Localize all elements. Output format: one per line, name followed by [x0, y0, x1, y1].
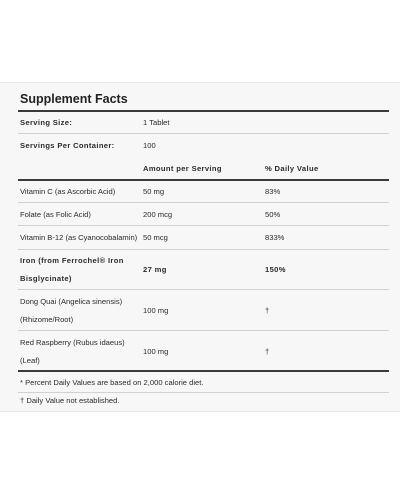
- daily-value-header: % Daily Value: [265, 164, 319, 173]
- nutrient-name-continued: (Leaf): [20, 356, 40, 365]
- title-rule: [18, 110, 389, 112]
- nutrient-amount: 200 mcg: [143, 210, 173, 219]
- nutrient-name: Dong Quai (Angelica sinensis): [20, 297, 123, 306]
- supplement-facts-panel: [0, 82, 400, 412]
- serving-size-value: 1 Tablet: [143, 118, 170, 127]
- nutrient-name: Folate (as Folic Acid): [20, 210, 91, 219]
- nutrient-name: Vitamin B-12 (as Cyanocobalamin): [20, 233, 138, 242]
- nutrient-amount: 100 mg: [143, 306, 169, 315]
- divider: [18, 330, 389, 331]
- nutrient-name: Red Raspberry (Rubus idaeus): [20, 338, 125, 347]
- divider: [18, 225, 389, 226]
- divider: [18, 289, 389, 290]
- header-rule: [18, 179, 389, 181]
- footer-rule: [18, 370, 389, 372]
- nutrient-daily-value: †: [265, 306, 270, 315]
- nutrient-daily-value: 833%: [265, 233, 285, 242]
- nutrient-name-continued: Bisglycinate): [20, 274, 72, 283]
- nutrient-amount: 27 mg: [143, 265, 167, 274]
- nutrient-daily-value: 50%: [265, 210, 281, 219]
- servings-per-container-label: Servings Per Container:: [20, 141, 115, 150]
- nutrient-name: Vitamin C (as Ascorbic Acid): [20, 187, 116, 196]
- nutrient-amount: 100 mg: [143, 347, 169, 356]
- nutrient-daily-value: †: [265, 347, 270, 356]
- servings-per-container-value: 100: [143, 141, 156, 150]
- footnote-daily-value-not-established: † Daily Value not established.: [20, 396, 120, 405]
- divider: [18, 249, 389, 250]
- nutrient-amount: 50 mg: [143, 187, 165, 196]
- amount-per-serving-header: Amount per Serving: [143, 164, 222, 173]
- nutrient-daily-value: 150%: [265, 265, 286, 274]
- serving-size-label: Serving Size:: [20, 118, 73, 127]
- nutrient-name-continued: (Rhizome/Root): [20, 315, 74, 324]
- nutrient-daily-value: 83%: [265, 187, 281, 196]
- nutrient-amount: 50 mcg: [143, 233, 168, 242]
- nutrient-name: Iron (from Ferrochel® Iron: [20, 256, 124, 265]
- footnote-percent-daily-value: * Percent Daily Values are based on 2,000 calorie diet.: [20, 378, 204, 387]
- divider: [18, 133, 389, 134]
- divider: [18, 392, 389, 393]
- panel-title: Supplement Facts: [20, 92, 128, 106]
- divider: [18, 202, 389, 203]
